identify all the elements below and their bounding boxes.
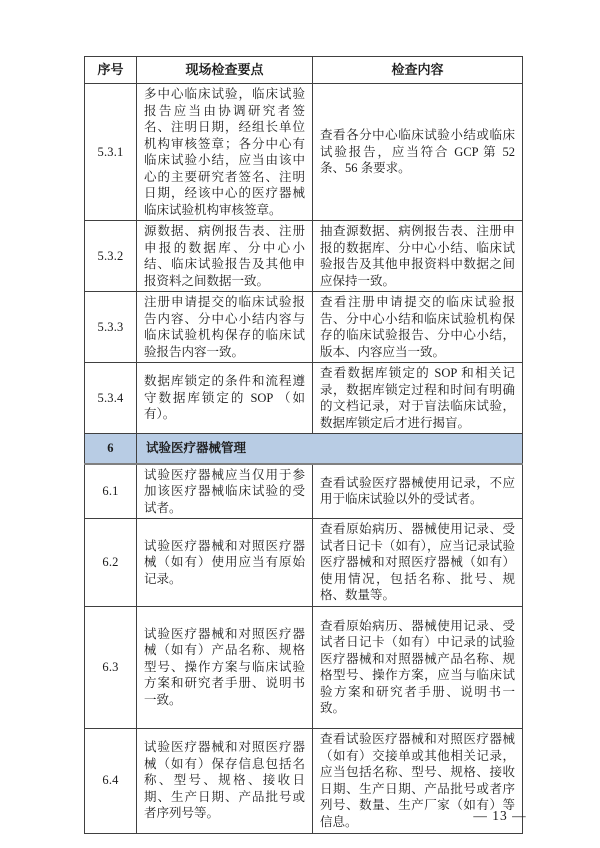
table-row	[85, 519, 523, 607]
inspection-content-cell: 查看原始病历、器械使用记录、受试者日记卡（如有），应当记录试验医疗器械和对照医疗器械（如有）使用情况，包括名称、批号、规格、数量等。	[313, 519, 523, 607]
row-id-cell: 6.1	[85, 464, 137, 519]
inspection-point-cell: 注册申请提交的临床试验报告内容、分中心小结内容与临床试验机构保存的临床试验报告内容一致。	[137, 292, 313, 363]
inspection-point-cell: 数据库锁定的条件和流程遵守数据库锁定的 SOP （如有）。	[137, 363, 313, 434]
row-id-cell: 5.3.2	[85, 221, 137, 292]
row-id-cell: 6.3	[85, 606, 137, 728]
row-id-cell: 6.4	[85, 728, 137, 833]
inspection-content-cell: 查看各分中心临床试验小结或临床试验报告，应当符合 GCP 第 52 条、56 条要求。	[313, 84, 523, 221]
section-title-cell: 试验医疗器械管理	[137, 434, 523, 464]
table-row	[85, 363, 523, 434]
table-row	[85, 84, 523, 221]
inspection-content-cell: 查看数据库锁定的 SOP 和相关记录，数据库锁定过程和时间有明确的文档记录，对于盲法临床试验，数据库锁定后才进行揭盲。	[313, 363, 523, 434]
inspection-content-cell: 查看试验医疗器械使用记录，不应用于临床试验以外的受试者。	[313, 464, 523, 519]
inspection-content-cell: 查看原始病历、器械使用记录、受试者日记卡（如有）中记录的试验医疗器械和对照器械产品名称、规格型号、操作方案，应当与临床试验方案和研究者手册、说明书一致。	[313, 606, 523, 728]
inspection-point-cell: 试验医疗器械应当仅用于参加该医疗器械临床试验的受试者。	[137, 464, 313, 519]
row-id-cell: 5.3.4	[85, 363, 137, 434]
table-row	[85, 292, 523, 363]
inspection-point-cell: 试验医疗器械和对照医疗器械（如有）产品名称、规格型号、操作方案与临床试验方案和研究者手册、说明书一致。	[137, 606, 313, 728]
inspection-table	[84, 56, 523, 834]
header-col-point: 现场检查要点	[137, 57, 313, 84]
section-row	[85, 434, 523, 464]
inspection-point-cell: 试验医疗器械和对照医疗器械（如有）保存信息包括名称、型号、规格、接收日期、生产日期、产品批号或者序列号等。	[137, 728, 313, 833]
row-id-cell: 5.3.3	[85, 292, 137, 363]
page-number: — 13 —	[473, 808, 527, 823]
table-row	[85, 464, 523, 519]
section-id-cell: 6	[85, 434, 137, 464]
inspection-content-cell: 查看试验医疗器械和对照医疗器械（如有）交接单或其他相关记录，应当包括名称、型号、规格、接收日期、生产日期、产品批号或者序列号、数量、生产厂家（如有）等信息。	[313, 728, 523, 833]
header-col-content: 检查内容	[313, 57, 523, 84]
table-row	[85, 221, 523, 292]
inspection-point-cell: 多中心临床试验，临床试验报告应当由协调研究者签名、注明日期，经组长单位机构审核签章；各分中心有临床试验小结，应当由该中心的主要研究者签名、注明日期，经该中心的医疗器械临床试验机构审核签章。	[137, 84, 313, 221]
row-id-cell: 6.2	[85, 519, 137, 607]
inspection-point-cell: 源数据、病例报告表、注册申报的数据库、分中心小结、临床试验报告及其他申报资料之间数据一致。	[137, 221, 313, 292]
table-row	[85, 606, 523, 728]
inspection-point-cell: 试验医疗器械和对照医疗器械（如有）使用应当有原始记录。	[137, 519, 313, 607]
header-col-id: 序号	[85, 57, 137, 84]
row-id-cell: 5.3.1	[85, 84, 137, 221]
inspection-content-cell: 抽查源数据、病例报告表、注册申报的数据库、分中心小结、临床试验报告及其他申报资料中数据之间应保持一致。	[313, 221, 523, 292]
table-header-row	[85, 57, 523, 84]
inspection-content-cell: 查看注册申请提交的临床试验报告、分中心小结和临床试验机构保存的临床试验报告、分中心小结，版本、内容应当一致。	[313, 292, 523, 363]
